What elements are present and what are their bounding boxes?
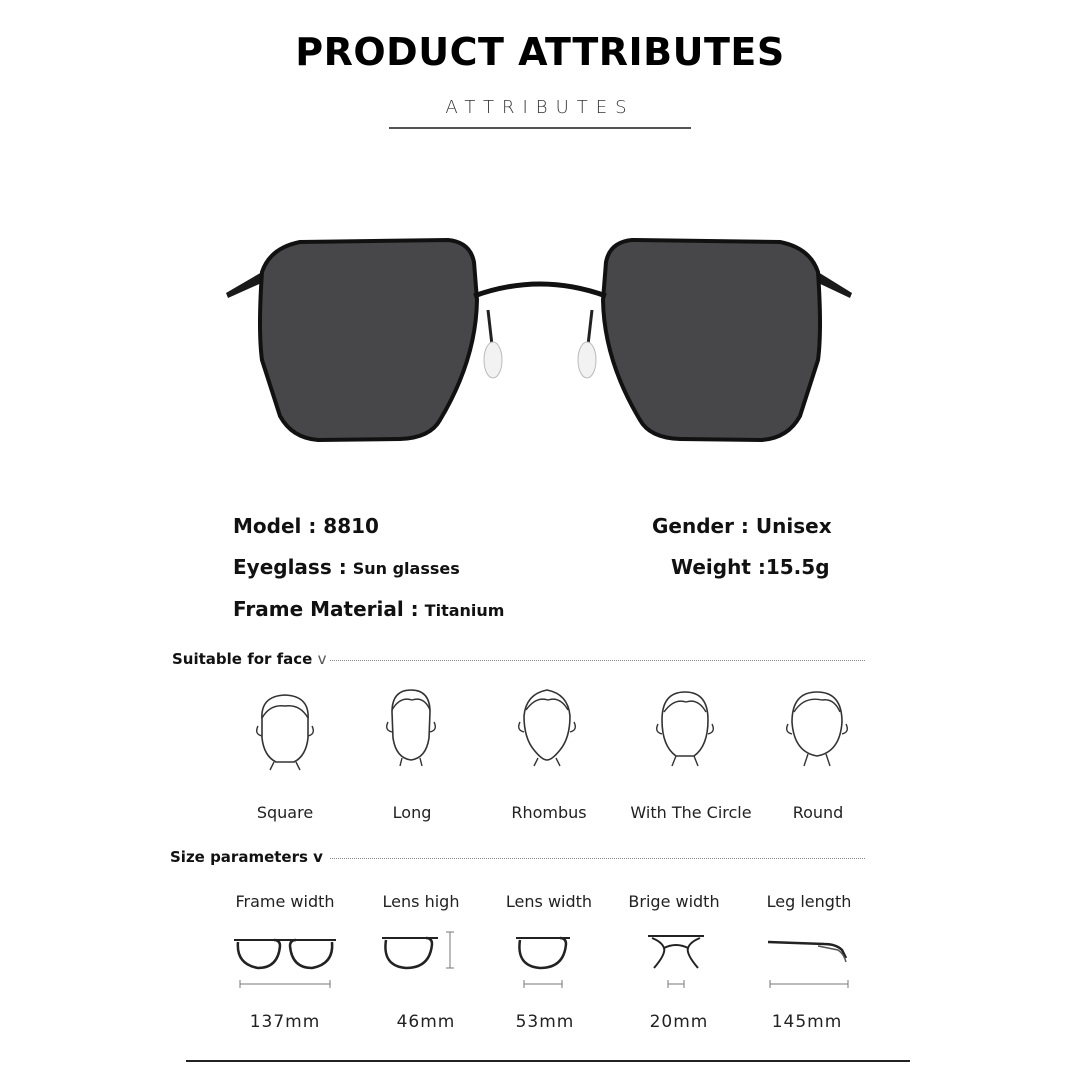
- long-face-icon: [376, 686, 446, 766]
- circle-face-icon: [650, 686, 720, 766]
- page-title: PRODUCT ATTRIBUTES: [295, 30, 785, 74]
- face-label-circle: With The Circle: [630, 803, 752, 822]
- size-value-frame-width: 137mm: [249, 1012, 321, 1032]
- model-spec: Model : 8810: [233, 514, 379, 538]
- frame-width-diagram-icon: [230, 928, 340, 998]
- frame-material-value: Titanium: [424, 601, 505, 620]
- face-label-long: Long: [392, 803, 432, 822]
- size-label-bridge-width: Brige width: [628, 892, 720, 911]
- size-label-leg-length: Leg length: [766, 892, 852, 911]
- lens-width-diagram-icon: [510, 928, 600, 998]
- leg-length-diagram-icon: [762, 928, 862, 998]
- lens-high-diagram-icon: [378, 928, 468, 998]
- face-heading-marker: v: [317, 650, 327, 668]
- size-label-lens-high: Lens high: [382, 892, 460, 911]
- size-label-frame-width: Frame width: [235, 892, 335, 911]
- frame-material-spec: [233, 597, 504, 621]
- face-heading-text: Suitable for face: [172, 650, 313, 668]
- weight-spec: Weight :15.5g: [671, 555, 830, 579]
- eyeglass-value: Sun glasses: [352, 559, 460, 578]
- size-value-bridge-width: 20mm: [649, 1012, 709, 1032]
- square-face-icon: [250, 690, 320, 770]
- face-section-heading: [172, 650, 326, 668]
- size-section-heading: Size parameters v: [170, 848, 323, 866]
- face-label-round: Round: [792, 803, 844, 822]
- bottom-divider: [186, 1060, 910, 1062]
- eyeglass-label: Eyeglass :: [233, 555, 347, 579]
- gender-spec: Gender : Unisex: [652, 514, 832, 538]
- bridge-width-diagram-icon: [638, 928, 728, 998]
- face-label-rhombus: Rhombus: [511, 803, 587, 822]
- page-subtitle: ATTRIBUTES: [445, 97, 635, 118]
- size-label-lens-width: Lens width: [505, 892, 593, 911]
- size-value-lens-width: 53mm: [515, 1012, 575, 1032]
- size-value-lens-high: 46mm: [396, 1012, 456, 1032]
- size-section-divider: [330, 858, 865, 859]
- round-face-icon: [782, 686, 852, 766]
- face-section-divider: [330, 660, 865, 661]
- rhombus-face-icon: [512, 686, 582, 766]
- frame-material-label: Frame Material :: [233, 597, 419, 621]
- face-label-square: Square: [256, 803, 314, 822]
- size-value-leg-length: 145mm: [771, 1012, 843, 1032]
- eyeglass-spec: [233, 555, 460, 579]
